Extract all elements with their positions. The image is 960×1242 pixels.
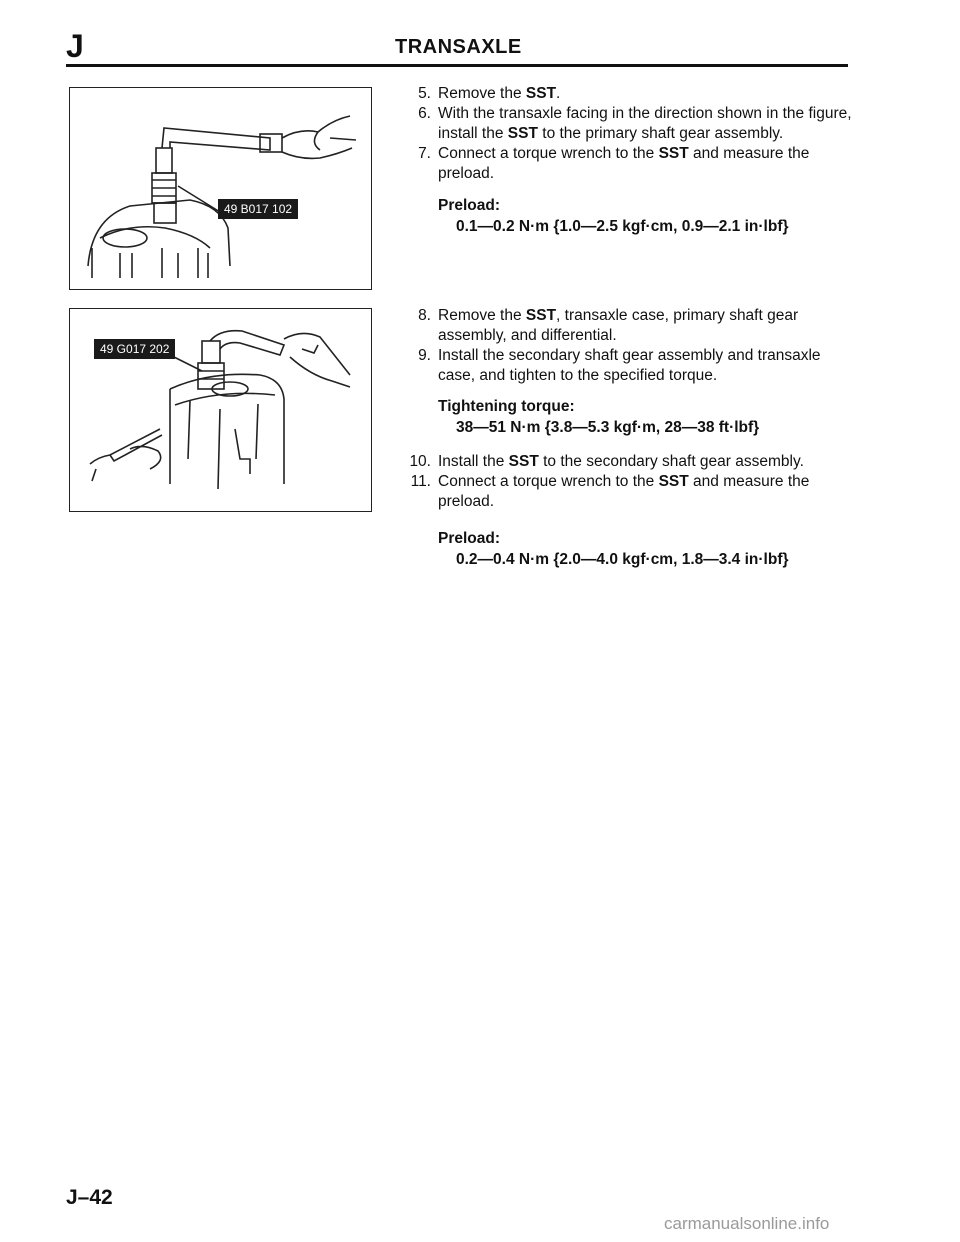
step-text: Install the secondary shaft gear assembly and transaxle case, and tighten to the specified torque. xyxy=(438,347,821,384)
figure-secondary-shaft-preload xyxy=(69,308,372,512)
tightening-torque-spec xyxy=(438,396,759,438)
illustration-primary-shaft-sst xyxy=(70,88,371,289)
step-number: 10. xyxy=(409,453,431,470)
step-text: Remove the SST. xyxy=(438,85,561,102)
steps-group-secondary-preload xyxy=(399,452,854,512)
step-item xyxy=(399,144,854,184)
step-item xyxy=(399,306,854,346)
step-number: 5. xyxy=(418,85,431,102)
step-text: Install the SST to the secondary shaft gear assembly. xyxy=(438,453,804,470)
preload-spec-primary xyxy=(438,195,789,237)
step-number: 8. xyxy=(418,307,431,324)
step-number: 6. xyxy=(418,105,431,122)
spec-label: Preload: xyxy=(438,197,501,214)
page-number: J–42 xyxy=(66,1186,113,1209)
spec-value: 0.2—0.4 N·m {2.0—4.0 kgf·cm, 1.8—3.4 in·lbf} xyxy=(456,551,789,568)
page-title: TRANSAXLE xyxy=(395,36,522,58)
step-number: 9. xyxy=(418,347,431,364)
step-text: Remove the SST, transaxle case, primary shaft gear assembly, and differential. xyxy=(438,307,799,344)
step-number: 7. xyxy=(418,145,431,162)
step-item xyxy=(399,452,854,472)
section-letter: J xyxy=(66,28,84,64)
steps-group-secondary-install xyxy=(399,306,854,386)
header-rule xyxy=(66,64,848,67)
steps-group-primary xyxy=(399,84,854,184)
step-text: Connect a torque wrench to the SST and measure the preload. xyxy=(438,473,810,510)
step-text: With the transaxle facing in the direction shown in the figure, install the SST to the primary shaft gear assembly. xyxy=(438,105,852,142)
sst-callout-label: 49 B017 102 xyxy=(218,199,298,219)
spec-label: Tightening torque: xyxy=(438,398,575,415)
sst-callout-label: 49 G017 202 xyxy=(94,339,175,359)
spec-value: 38—51 N·m {3.8—5.3 kgf·m, 28—38 ft·lbf} xyxy=(456,419,760,436)
step-item xyxy=(399,84,854,104)
preload-spec-secondary xyxy=(438,528,789,570)
spec-label: Preload: xyxy=(438,530,501,547)
step-item xyxy=(399,346,854,386)
step-number: 11. xyxy=(410,473,431,490)
step-item xyxy=(399,104,854,144)
watermark: carmanualsonline.info xyxy=(664,1214,830,1233)
spec-value: 0.1—0.2 N·m {1.0—2.5 kgf·cm, 0.9—2.1 in·lbf} xyxy=(456,218,789,235)
step-text: Connect a torque wrench to the SST and measure the preload. xyxy=(438,145,810,182)
step-item xyxy=(399,472,854,512)
figure-primary-shaft-preload xyxy=(69,87,372,290)
